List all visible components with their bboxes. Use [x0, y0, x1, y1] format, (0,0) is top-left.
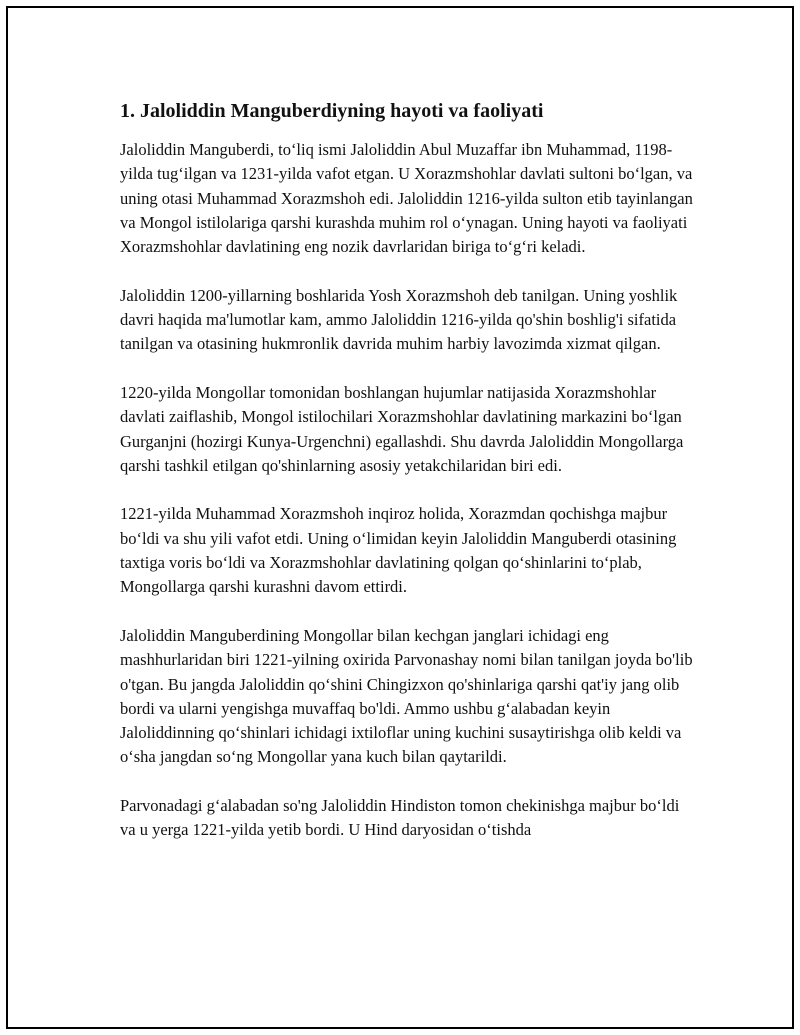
document-title: 1. Jaloliddin Manguberdiyning hayoti va faoliyati — [120, 100, 544, 122]
paragraph-6: Parvonadagi g‘alabadan so'ng Jaloliddin Hindiston tomon chekinishga majbur bo‘ldi va u yerga 1221-yilda yetib bordi. U Hind daryosidan o‘tishda — [120, 796, 680, 840]
paragraph-5: Jaloliddin Manguberdining Mongollar bilan kechgan janglari ichidagi eng mashhurlaridan biri 1221-yilning oxirida Parvonashay nomi bilan tanilgan joyda bo'lib o'tgan. Bu jangda Jaloliddin qo‘shini Chingizxon qo'shinlariga qarshi qat'iy jang olib bordi va ularni yengishga muvaffaq bo'ldi. Ammo ushbu g‘alabadan keyin Jaloliddinning qo‘shinlari ichidagi ixtiloflar uning kuchini susaytirishga olib keldi va o‘sha jangdan so‘ng Mongollar yana kuch bilan qaytarildi. — [120, 625, 693, 767]
paragraph-4: 1221-yilda Muhammad Xorazmshoh inqiroz holida, Xorazmdan qochishga majbur bo‘ldi va shu yili vafot etdi. Uning o‘limidan keyin Jaloliddin Manguberdi otasining taxtiga voris bo‘ldi va Xorazmshohlar davlatining qolgan qo‘shinlarini to‘plab, Mongollarga qarshi kurashni davom ettirdi. — [120, 504, 677, 597]
document-body — [120, 98, 695, 867]
paragraph-1: Jaloliddin Manguberdi, to‘liq ismi Jaloliddin Abul Muzaffar ibn Muhammad, 1198-yilda tug‘ilgan va 1231-yilda vafot etgan. U Xorazmshohlar davlati sultoni bo‘lgan, va uning otasi Muhammad Xorazmshoh edi. Jaloliddin 1216-yilda sulton etib tayinlangan va Mongol istilolariga qarshi kurashda muhim rol o‘ynagan. Uning hayoti va faoliyati Xorazmshohlar davlatining eng nozik davrlaridan biriga to‘g‘ri keladi. — [120, 140, 693, 257]
page-frame — [6, 6, 794, 1029]
paragraph-3: 1220-yilda Mongollar tomonidan boshlangan hujumlar natijasida Xorazmshohlar davlati zaiflashib, Mongol istilochilari Xorazmshohlar davlatining markazini bo‘lgan Gurganjni (hozirgi Kunya-Urgenchni) egallashdi. Shu davrda Jaloliddin Mongollarga qarshi tashkil etilgan qo'shinlarning asosiy yetakchilaridan biri edi. — [120, 382, 684, 475]
paragraph-2: Jaloliddin 1200-yillarning boshlarida Yosh Xorazmshoh deb tanilgan. Uning yoshlik davri haqida ma'lumotlar kam, ammo Jaloliddin 1216-yilda qo'shin boshlig'i sifatida tanilgan va otasining hukmronlik davrida muhim harbiy lavozimda xizmat qilgan. — [120, 285, 678, 354]
